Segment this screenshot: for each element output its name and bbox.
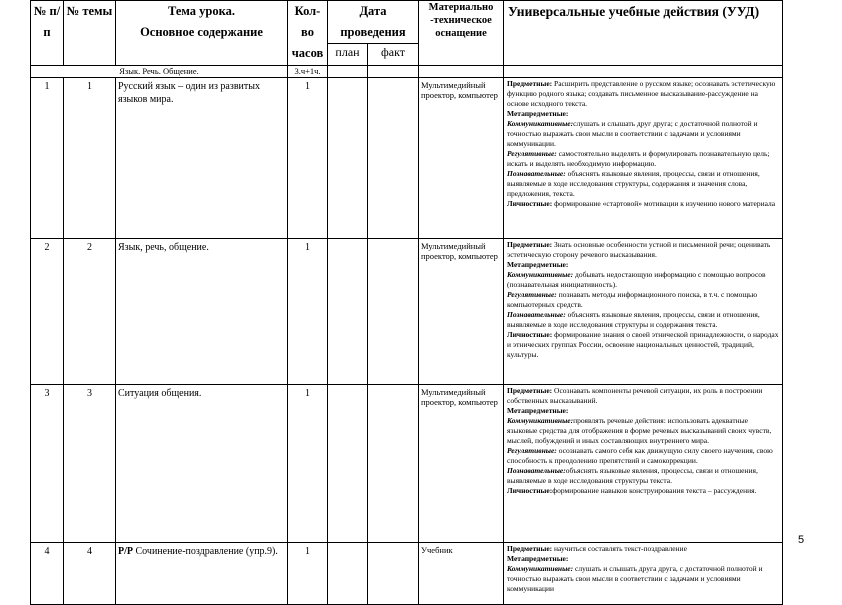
- uud-text: Осознавать компоненты речевой ситуации, их роль в построении собственных высказываний.: [507, 386, 763, 405]
- row-uud: [504, 385, 783, 543]
- uud-label: Метапредметные:: [507, 260, 569, 269]
- uud-text: Знать основные особенности устной и письменной речи; оценивать эстетическую сторону речевого высказывания.: [507, 240, 771, 259]
- row-title: [116, 543, 288, 605]
- section-plan: [328, 66, 368, 78]
- header-title-line2: Основное содержание: [140, 25, 263, 39]
- row-fact: [368, 78, 419, 239]
- row-plan: [328, 78, 368, 239]
- row-fact: [368, 385, 419, 543]
- uud-item: [507, 544, 779, 554]
- table-row: [31, 78, 783, 239]
- uud-label: Познавательные:: [507, 169, 566, 178]
- uud-text: осознавать самого себя как движущую силу своего научения, свою способность к преодолению препятствий и самокоррекции.: [507, 446, 773, 465]
- lesson-plan-table: [30, 0, 783, 605]
- row-topic-num: 2: [64, 239, 116, 385]
- uud-item: [507, 149, 779, 169]
- uud-text: формирование «стартовой» мотивации к изучению нового материала: [552, 199, 776, 208]
- row-uud: [504, 543, 783, 605]
- section-materials: [419, 66, 504, 78]
- header-hours-line2: во: [301, 25, 314, 39]
- header-row: [31, 1, 783, 44]
- row-topic-num: 4: [64, 543, 116, 605]
- row-materials: Мультимедийный проектор, компьютер: [419, 385, 504, 543]
- uud-text: формирование знания о своей этнической принадлежности, о народах и этнических группах России, освоение национальных ценностей, традиций, культуры.: [507, 330, 779, 359]
- uud-item: [507, 270, 779, 290]
- uud-item: [507, 240, 779, 260]
- uud-text: объяснять языковые явления, процессы, связи и отношения, выявляемые в ходе исследования структуры и содержания текста.: [507, 310, 760, 329]
- header-date: Дата проведения: [328, 1, 419, 44]
- header-hours: [288, 1, 328, 66]
- uud-item: [507, 486, 779, 496]
- row-num: 1: [31, 78, 64, 239]
- row-num: 4: [31, 543, 64, 605]
- header-title: [116, 1, 288, 66]
- header-uud: Универсальные учебные действия (УУД): [504, 1, 783, 66]
- uud-label: Метапредметные:: [507, 109, 569, 118]
- uud-item: [507, 406, 779, 416]
- uud-item: [507, 330, 779, 360]
- row-title-text: Ситуация общения.: [118, 388, 202, 399]
- uud-text: слушать и слышать друг друга; с достаточной полнотой и точностью выражать свои мысли в соответствии с задачами и условиями коммуникации.: [507, 119, 758, 148]
- row-title-text: Сочинение-поздравление (упр.9).: [133, 546, 278, 557]
- uud-label: Коммуникативные:: [507, 564, 574, 573]
- uud-text: познавать методы информационного поиска, в т.ч. с помощью компьютерных средств.: [507, 290, 758, 309]
- row-num: 3: [31, 385, 64, 543]
- uud-item: [507, 119, 779, 149]
- row-hours: 1: [288, 239, 328, 385]
- header-topic-num: № темы: [64, 1, 116, 66]
- uud-item: [507, 466, 779, 486]
- uud-text: слушать и слышать друга друга, с достаточной полнотой и точностью выражать свои мысли в соответствии с задачами и условиями коммуникации: [507, 564, 763, 593]
- uud-item: [507, 386, 779, 406]
- uud-item: [507, 260, 779, 270]
- header-hours-line1: Кол-: [294, 4, 321, 18]
- row-plan: [328, 543, 368, 605]
- row-plan: [328, 239, 368, 385]
- row-plan: [328, 385, 368, 543]
- uud-label: Предметные:: [507, 544, 553, 553]
- row-hours: 1: [288, 78, 328, 239]
- uud-label: Познавательные:: [507, 466, 566, 475]
- section-row: [31, 66, 783, 78]
- table-row: [31, 239, 783, 385]
- row-topic-num: 3: [64, 385, 116, 543]
- row-title: [116, 385, 288, 543]
- uud-label: Предметные:: [507, 240, 553, 249]
- row-fact: [368, 543, 419, 605]
- table-row: [31, 385, 783, 543]
- header-title-line1: Тема урока.: [167, 4, 236, 18]
- uud-text: объяснять языковые явления, процессы, связи и отношения, выявляемые в ходе исследования структуры текста.: [507, 466, 758, 485]
- row-title: [116, 78, 288, 239]
- uud-label: Предметные:: [507, 386, 553, 395]
- uud-label: Метапредметные:: [507, 406, 569, 415]
- uud-label: Личностные:: [507, 486, 553, 495]
- uud-item: [507, 109, 779, 119]
- row-fact: [368, 239, 419, 385]
- uud-text: формирование навыков конструирования текста – рассуждения.: [552, 486, 757, 495]
- uud-item: [507, 564, 779, 594]
- row-hours: 1: [288, 385, 328, 543]
- header-materials: Материально -техническое оснащение: [419, 1, 504, 66]
- uud-label: Личностные:: [507, 199, 553, 208]
- row-title-text: Русский язык – один из развитых языков мира.: [118, 81, 260, 105]
- uud-label: Регулятивные:: [507, 290, 557, 299]
- row-topic-num: 1: [64, 78, 116, 239]
- uud-label: Метапредметные:: [507, 554, 569, 563]
- header-hours-line3: часов: [291, 46, 324, 60]
- row-title-text: Язык, речь, общение.: [118, 242, 209, 253]
- row-uud: [504, 78, 783, 239]
- uud-text: проявлять речевые действия: использовать адекватные языковые средства для отображения в форме речевых высказываний своих чувств, мыслей, побуждений и иных составляющих внутреннего мира.: [507, 416, 772, 445]
- page-number: 5: [798, 534, 805, 546]
- header-fact: факт: [368, 44, 419, 66]
- uud-label: Личностные:: [507, 330, 553, 339]
- uud-label: Коммуникативные:: [507, 119, 574, 128]
- section-hours: 3.ч+1ч.: [288, 66, 328, 78]
- row-num: 2: [31, 239, 64, 385]
- uud-text: добывать недостающую информацию с помощью вопросов (познавательная инициативность).: [507, 270, 766, 289]
- row-materials: Учебник: [419, 543, 504, 605]
- row-materials: Мультимедийный проектор, компьютер: [419, 239, 504, 385]
- uud-item: [507, 169, 779, 199]
- row-materials: Мультимедийный проектор, компьютер: [419, 78, 504, 239]
- uud-text: объяснять языковые явления, процессы, связи и отношения, выявляемые в ходе исследования структуры, содержания и значения слова, предложения, текста.: [507, 169, 760, 198]
- uud-label: Коммуникативные:: [507, 416, 574, 425]
- uud-item: [507, 79, 779, 109]
- section-uud: [504, 66, 783, 78]
- uud-label: Познавательные:: [507, 310, 566, 319]
- header-num: № п/п: [31, 1, 64, 66]
- uud-item: [507, 310, 779, 330]
- uud-label: Коммуникативные:: [507, 270, 574, 279]
- uud-item: [507, 290, 779, 310]
- row-hours: 1: [288, 543, 328, 605]
- row-title: [116, 239, 288, 385]
- header-plan: план: [328, 44, 368, 66]
- uud-item: [507, 554, 779, 564]
- section-fact: [368, 66, 419, 78]
- uud-item: [507, 199, 779, 209]
- uud-label: Регулятивные:: [507, 149, 557, 158]
- uud-item: [507, 446, 779, 466]
- uud-item: [507, 416, 779, 446]
- uud-label: Регулятивные:: [507, 446, 557, 455]
- uud-text: Расширить представление о русском языке; осознавать эстетическую функцию родного языка; создавать письменное высказывание-рассуждение на основе исходного текста.: [507, 79, 776, 108]
- row-uud: [504, 239, 783, 385]
- section-title: Язык. Речь. Общение.: [31, 66, 288, 78]
- uud-text: научиться составлять текст-поздравление: [552, 544, 687, 553]
- table-row: [31, 543, 783, 605]
- uud-label: Предметные:: [507, 79, 553, 88]
- row-title-prefix: Р/Р: [118, 546, 133, 557]
- uud-text: самостоятельно выделять и формулировать познавательную цель; искать и выделять необходимую информацию.: [507, 149, 770, 168]
